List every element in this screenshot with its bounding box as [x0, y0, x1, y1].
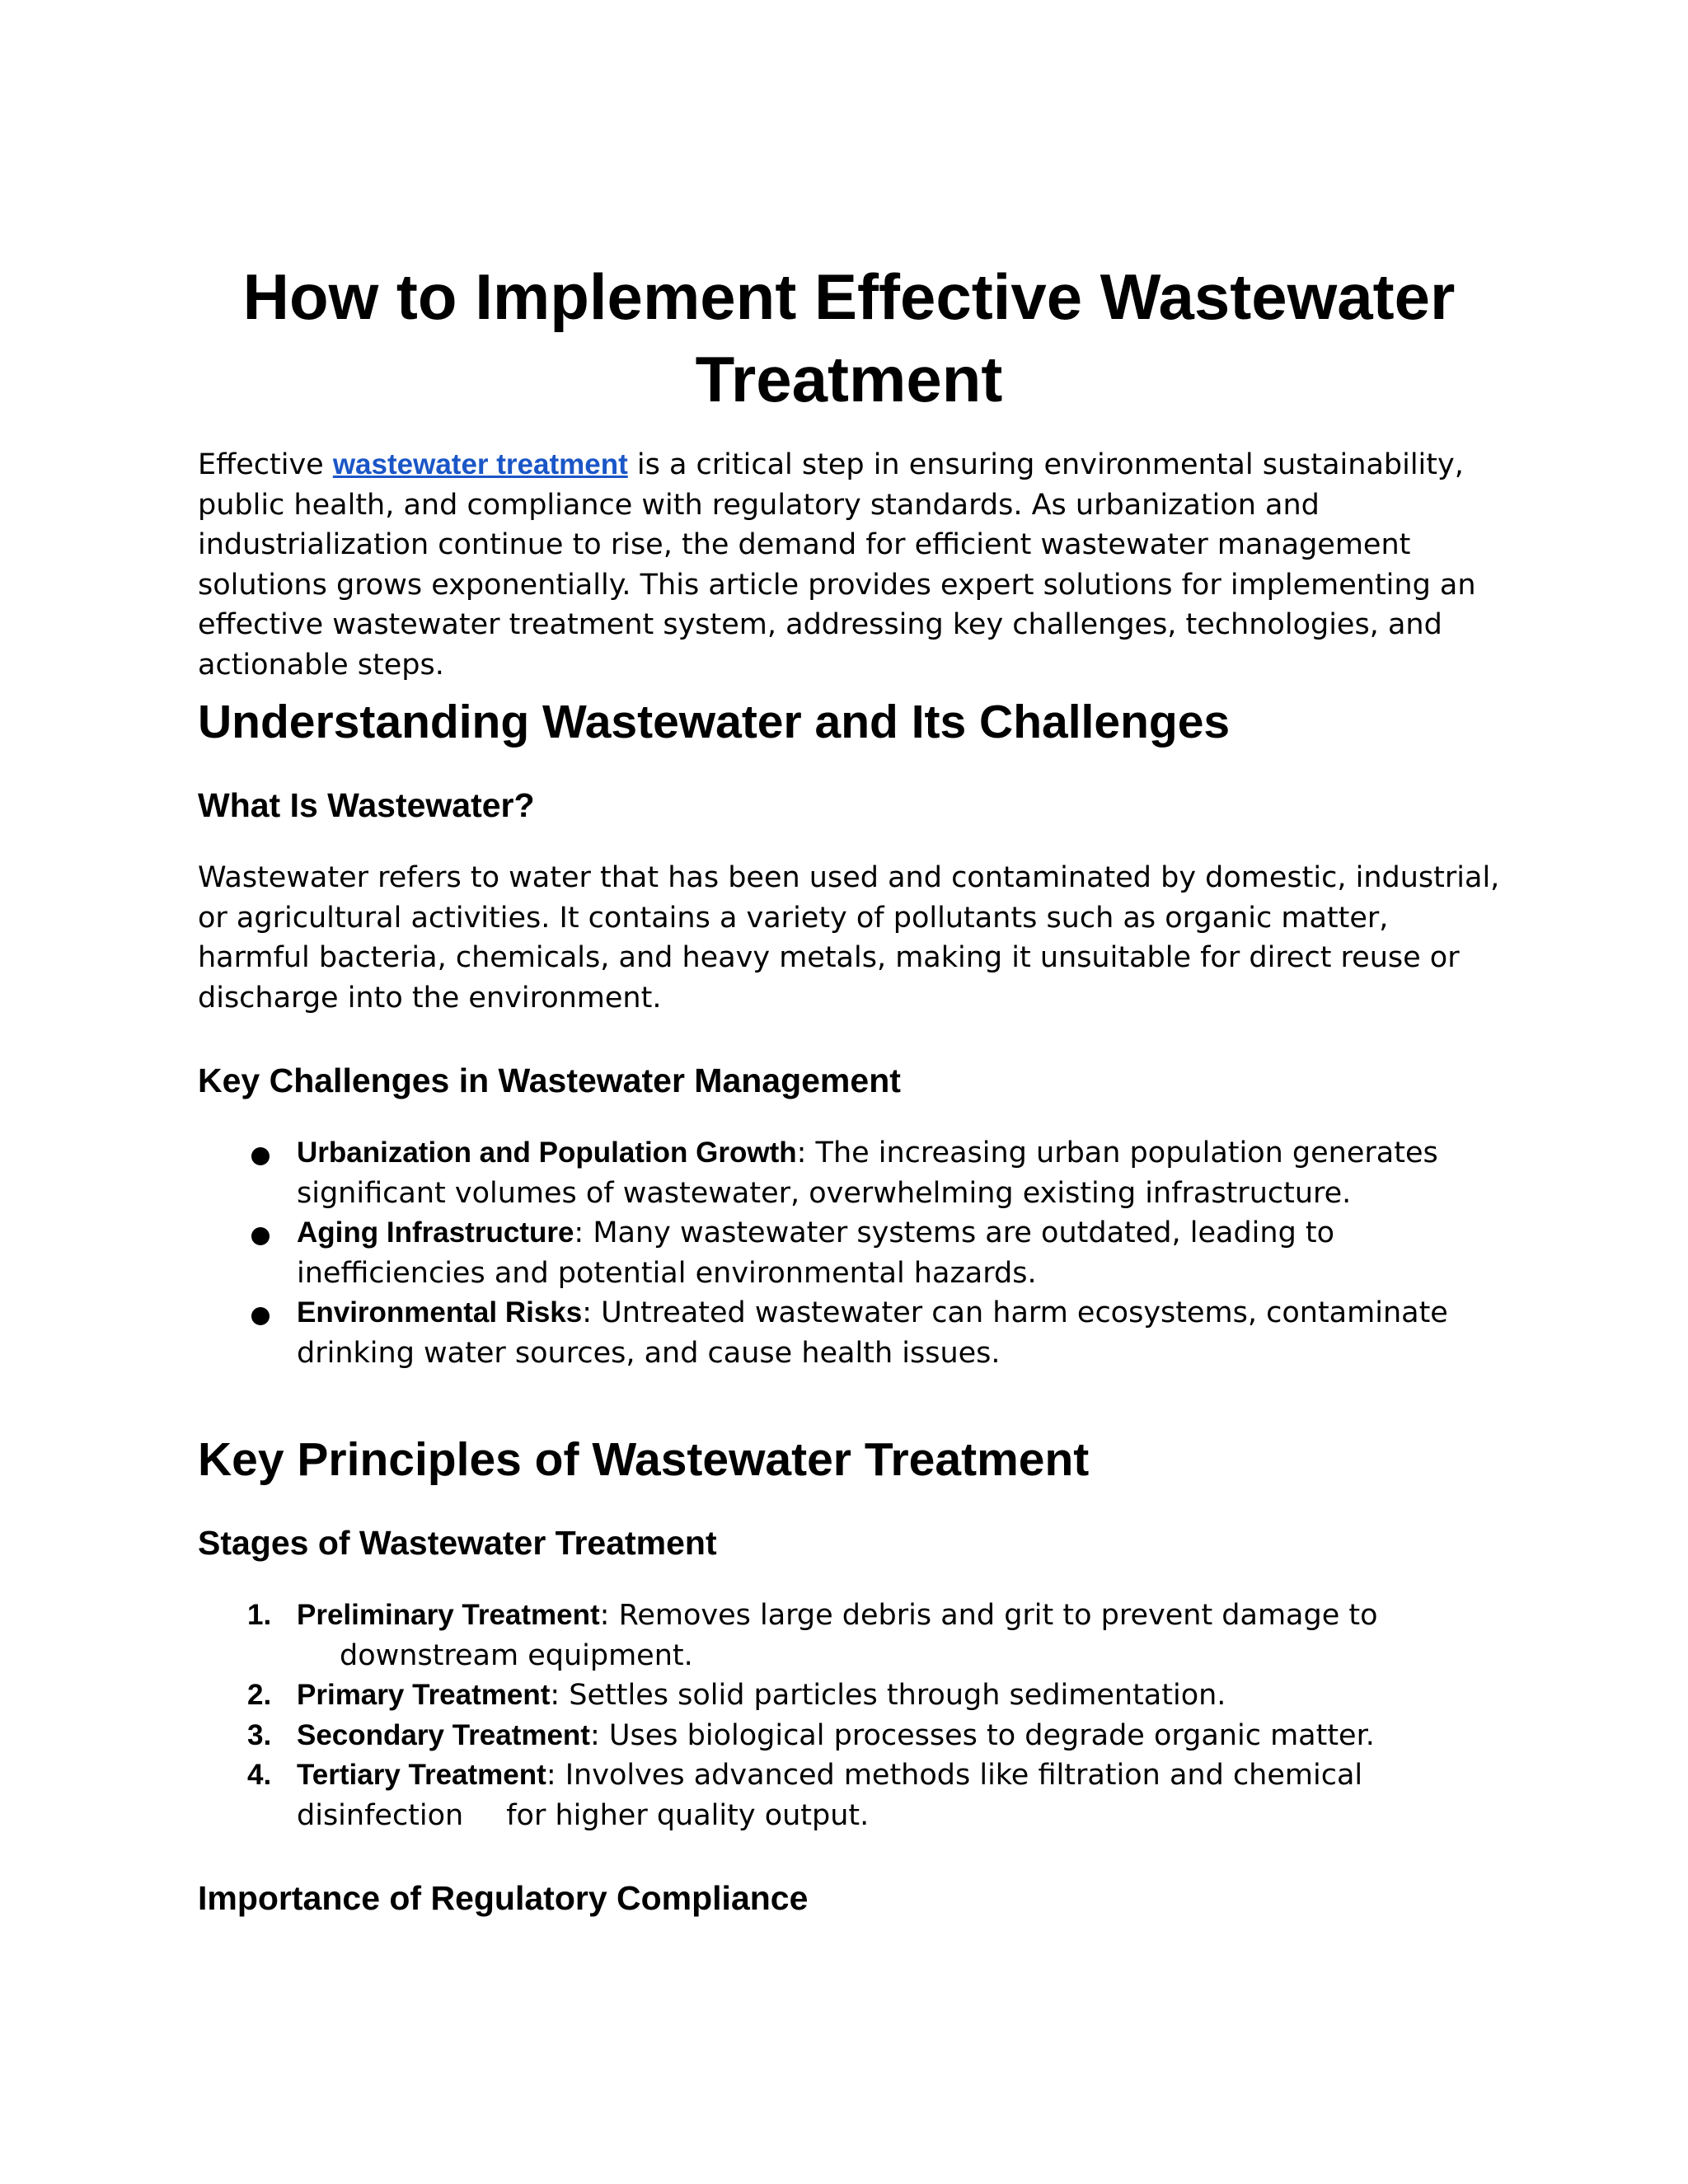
list-item-text: : Untreated wastewater can harm ecosystems, contaminate drinking water sources, and cause health issues.	[297, 1296, 1448, 1370]
stages-list	[198, 1596, 1500, 1835]
list-item-label: Environmental Risks	[297, 1296, 583, 1329]
list-item-number: 4.	[247, 1759, 272, 1791]
list-item	[198, 1213, 1525, 1293]
list-item	[198, 1675, 1525, 1716]
list-item-label: Tertiary Treatment	[297, 1759, 546, 1791]
challenges-list	[198, 1133, 1500, 1373]
intro-text-after: is a critical step in ensuring environmental sustainability, public health, and compliance with regulatory standards. As urbanization and industrialization continue to rise, the demand for efficient wastewater management solutions grows exponentially. This article provides expert solutions for implementing an effective wastewater treatment system, addressing key challenges, technologies, and actionable steps.	[198, 448, 1476, 682]
section-heading-understanding: Understanding Wastewater and Its Challenges	[198, 696, 1231, 748]
subheading-stages: Stages of Wastewater Treatment	[198, 1524, 717, 1562]
list-item-text: : Uses biological processes to degrade organic matter.	[589, 1718, 1375, 1752]
intro-paragraph	[198, 445, 1500, 685]
list-item-label: Preliminary Treatment	[297, 1599, 600, 1631]
list-item-number: 1.	[247, 1599, 272, 1631]
list-item	[198, 1596, 1401, 1675]
list-item-label: Urbanization and Population Growth	[297, 1137, 797, 1169]
subheading-regulatory-compliance: Importance of Regulatory Compliance	[198, 1879, 809, 1917]
wastewater-treatment-link[interactable]: wastewater treatment	[332, 448, 628, 480]
bullet-icon	[251, 1147, 270, 1165]
list-item-number: 2.	[247, 1679, 272, 1711]
intro-text-before: Effective	[198, 448, 333, 481]
page-title	[198, 255, 1500, 420]
list-item	[198, 1133, 1525, 1213]
list-item-number: 3.	[247, 1718, 272, 1751]
list-item-text-continued: for higher quality output.	[506, 1798, 870, 1832]
bullet-icon	[251, 1227, 270, 1245]
list-item	[198, 1755, 1525, 1835]
list-item-label: Primary Treatment	[297, 1679, 551, 1711]
title-line-1: How to Implement Effective Wastewater	[242, 260, 1456, 333]
subheading-what-is-wastewater: What Is Wastewater?	[198, 786, 535, 824]
list-item-label: Aging Infrastructure	[297, 1216, 574, 1249]
list-item-text-continued: downstream equipment.	[340, 1638, 693, 1672]
list-item-text: : The increasing urban population generates significant volumes of wastewater, overwhelming existing infrastructure.	[297, 1137, 1438, 1210]
list-item	[198, 1716, 1451, 1756]
document-page	[198, 255, 1500, 1919]
subheading-key-challenges: Key Challenges in Wastewater Management	[198, 1062, 901, 1099]
list-item-text: : Removes large debris and grit to prevent damage to	[599, 1599, 1378, 1632]
list-item-text: : Involves advanced methods like filtration and chemical disinfection	[297, 1759, 1363, 1832]
list-item-text: : Many wastewater systems are outdated, leading to inefficiencies and potential environmental hazards.	[297, 1216, 1335, 1290]
list-item-text: : Settles solid particles through sedimentation.	[550, 1679, 1226, 1712]
section-heading-key-principles: Key Principles of Wastewater Treatment	[198, 1433, 1090, 1486]
list-item-label: Secondary Treatment	[297, 1718, 590, 1751]
bullet-icon	[251, 1307, 270, 1325]
what-is-wastewater-paragraph: Wastewater refers to water that has been used and contaminated by domestic, industrial, or agricultural activities. It contains a variety of pollutants such as organic matter, harmful bacteria, chemicals, and heavy metals, making it unsuitable for direct reuse or discharge into the environment.	[198, 861, 1500, 1015]
list-item	[198, 1293, 1525, 1373]
title-line-2: Treatment	[695, 343, 1003, 415]
